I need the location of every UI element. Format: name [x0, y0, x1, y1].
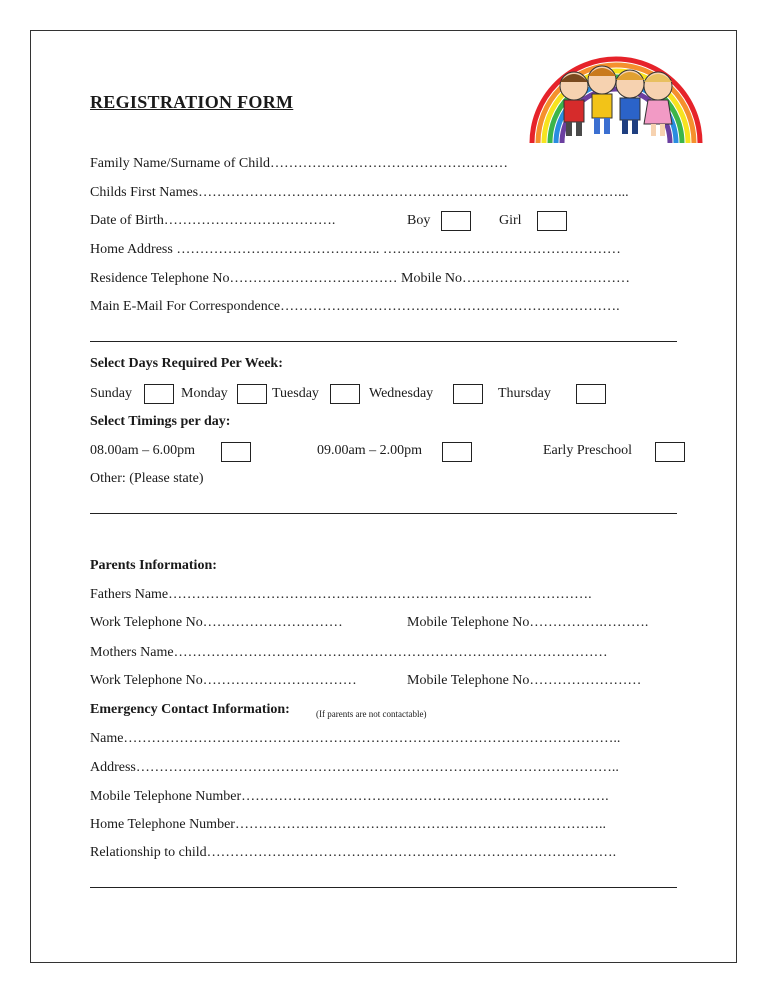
timing-label-full-day: 08.00am – 6.00pm	[90, 443, 195, 458]
divider	[90, 513, 677, 514]
emergency-address-field[interactable]: Address…………………………………………………………………………………………..	[90, 760, 619, 775]
sunday-checkbox[interactable]	[144, 384, 174, 404]
emergency-name-field[interactable]: Name……………………………………………………………………………………………..	[90, 731, 621, 746]
divider	[90, 341, 677, 342]
divider	[90, 887, 677, 888]
half-day-checkbox[interactable]	[442, 442, 472, 462]
mother-work-telephone-field[interactable]: Work Telephone No……………………………	[90, 673, 357, 688]
day-label-tuesday: Tuesday	[272, 386, 319, 401]
emergency-heading: Emergency Contact Information:	[90, 702, 290, 717]
tuesday-checkbox[interactable]	[330, 384, 360, 404]
girl-checkbox[interactable]	[537, 211, 567, 231]
father-work-telephone-field[interactable]: Work Telephone No…………………………	[90, 615, 343, 630]
form-title: REGISTRATION FORM	[90, 92, 294, 112]
wednesday-checkbox[interactable]	[453, 384, 483, 404]
days-heading: Select Days Required Per Week:	[90, 356, 283, 371]
emergency-relationship-field[interactable]: Relationship to child…………………………………………………………………………….	[90, 845, 617, 860]
day-label-sunday: Sunday	[90, 386, 132, 401]
children-rainbow-logo-icon	[524, 48, 708, 148]
boy-checkbox[interactable]	[441, 211, 471, 231]
father-name-field[interactable]: Fathers Name……………………………………………………………………………….	[90, 587, 592, 602]
residence-telephone-field[interactable]: Residence Telephone No……………………………… Mobile No………………………………	[90, 271, 631, 286]
home-address-field[interactable]: Home Address …………………………………….. ……………………………………………	[90, 242, 621, 257]
day-label-wednesday: Wednesday	[369, 386, 434, 401]
parents-heading: Parents Information:	[90, 558, 217, 573]
girl-label: Girl	[499, 213, 522, 228]
email-field[interactable]: Main E-Mail For Correspondence……………………………………………………………….	[90, 299, 620, 314]
other-field[interactable]: Other: (Please state)	[90, 471, 204, 486]
monday-checkbox[interactable]	[237, 384, 267, 404]
thursday-checkbox[interactable]	[576, 384, 606, 404]
boy-label: Boy	[407, 213, 431, 228]
timings-heading: Select Timings per day:	[90, 414, 231, 429]
timing-label-early-preschool: Early Preschool	[543, 443, 633, 458]
early-preschool-checkbox[interactable]	[655, 442, 685, 462]
father-mobile-telephone-field[interactable]: Mobile Telephone No…………….……….	[407, 615, 649, 630]
mother-mobile-telephone-field[interactable]: Mobile Telephone No……………………	[407, 673, 642, 688]
emergency-home-telephone-field[interactable]: Home Telephone Number……………………………………………………………………..	[90, 817, 606, 832]
full-day-checkbox[interactable]	[221, 442, 251, 462]
emergency-note: (If parents are not contactable)	[316, 709, 427, 719]
first-names-field[interactable]: Childs First Names………………………………………………………………………………...	[90, 185, 629, 200]
kid-figure	[616, 70, 644, 134]
dob-field[interactable]: Date of Birth……………………………….	[90, 213, 336, 228]
family-name-field[interactable]: Family Name/Surname of Child……………………………………………	[90, 156, 509, 171]
day-label-thursday: Thursday	[498, 386, 551, 401]
day-label-monday: Monday	[181, 386, 228, 401]
timing-label-half-day: 09.00am – 2.00pm	[317, 443, 422, 458]
emergency-mobile-field[interactable]: Mobile Telephone Number…………………………………………………………………….	[90, 789, 609, 804]
kid-figure	[588, 66, 616, 134]
mother-name-field[interactable]: Mothers Name…………………………………………………………………………………	[90, 645, 608, 660]
